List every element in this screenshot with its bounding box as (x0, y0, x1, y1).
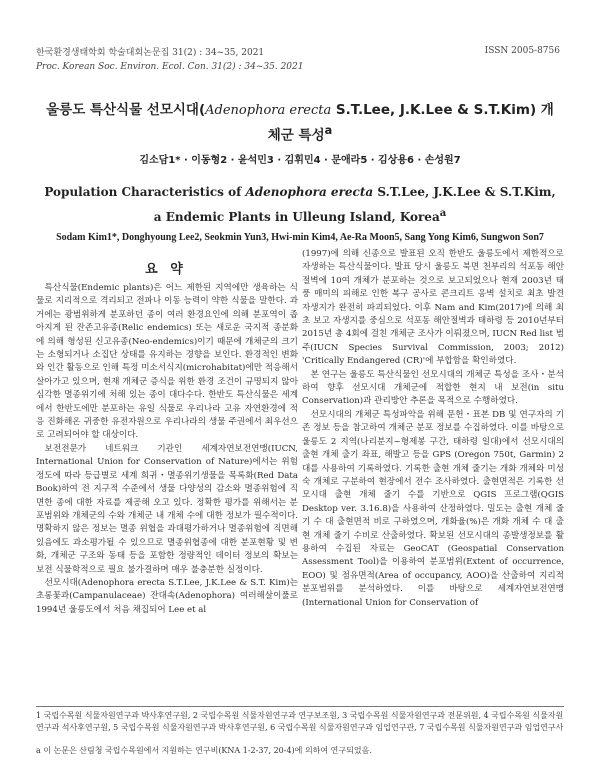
title-english (40, 181, 560, 228)
title-english-part2: S.T.Lee, J.K.Lee & S.T.Kim, a Endemic Plants in Ulleung Island, Korea (153, 185, 556, 224)
journal-citation (36, 46, 303, 74)
affiliation-footnote: 1 국립수목원 식물자원연구과 박사후연구원, 2 국립수목원 식물자원연구과 연구보조원, 3 국립수목원 식물자원연구과 전문위원, 4 국립수목원 식물자원연구과 석사후연구원, 5 국립수목원 식물자원연구과 박사후연구원, 6 국립수목원 식물자원연구과 임업연구관, 7 국립수목원 식물자원연구과 임업연구사 (36, 711, 564, 732)
paragraph: (1997)에 의해 신종으로 발표된 오직 한반도 울릉도에서 제한적으로 자생하는 특산식물이다. 발표 당시 울릉도 북면 천부리의 석포동 해안절벽에 10여 개체가 분포하는 것으로 보고되었으나 현재 2003년 태풍 매미의 피해로 인한 복구 공사로 콘크리트 옹벽 설치로 최초 발견 자생지가 완전히 파괴되었다. 이후 Nam and Kim(2017)에 의해 최초 보고 자생지를 중심으로 석포동 해안절벽과 태하령 등 2010년부터 2015년 총 4회에 걸친 개체군 조사가 이뤄졌으며, IUCN Red list 범주(IUCN Species Survival Commission, 2003; 2012) 'Critically Endangered (CR)'에 부합함을 확인하였다. (302, 249, 564, 367)
title-korean (40, 100, 560, 146)
journal-citation-english: Proc. Korean Soc. Environ. Ecol. Con. 31(2) : 34~35. 2021 (36, 62, 304, 72)
authors-korean: 김소담1* · 이동형2 · 윤석민3 · 김휘민4 · 문애라5 · 김상용6 · 손성원7 (139, 155, 461, 166)
title-english-species: Adenophora erecta (245, 185, 374, 199)
right-column (302, 248, 564, 610)
paragraph: 선모시대(Adenophora erecta S.T.Lee, J.K.Lee & S.T. Kim)는 초롱꽃과(Campanulaceae) 잔대속(Adenophora) 여러해살이풀로 1994년 울릉도에서 처음 채집되어 Lee et al (36, 577, 298, 615)
journal-citation-korean: 한국환경생태학회 학술대회논문집 31(2) : 34~35, 2021 (36, 48, 265, 58)
title-korean-part2: S.T.Lee, J.K.Lee & S.T.Kim) 개체군 특성 (267, 102, 554, 144)
funding-footnote: a 이 논문은 산림청 국립수목원에서 지원하는 연구비(KNA 1-2-37, 20-4)에 의하여 연구되었음. (36, 746, 372, 755)
title-english-part1: Population Characteristics of (44, 185, 246, 199)
paragraph: 본 연구는 울릉도 특산식물인 선모시대의 개체군 특성을 조사・분석하여 향후 선모시대 개체군에 적합한 현지 내 보전(in situ Conservation)과 관리방안 추론을 목적으로 수행하였다. (302, 369, 564, 407)
paragraph: 특산식물(Endemic plants)은 어느 제한된 지역에만 생육하는 식물로 지리적으로 격리되고 전파나 이동 능력이 약한 식물을 말한다. 과거에는 광범위하게 분포하던 종이 여러 환경요인에 의해 분포역이 좁아지게 된 잔존고유종(Relic endemics) 또는 새로운 국지적 종분화에 의해 형성된 신고유종(Neo-endemics)이기 때문에 개체군의 크기는 소형되거나 소집단 상태를 유지하는 경향을 보인다. 환경적인 변화와 인간 활동으로 인해 특정 미소서식지(microhabitat)에만 적응해서 살아가고 있으며, 현재 개체군 증식을 위한 환경 조건이 규명되지 않아 심각한 멸종위기에 처해 있는 종이 대다수다. 한반도 특산식물은 세계에서 한반도에만 분포하는 유일 식물로 우리나라 고유 자연환경에 적응 진화해온 귀중한 유전자원으로 우리나라의 생물 주권에서 최우선으로 고려되어야 할 대상이다. (36, 283, 298, 441)
left-column (36, 282, 298, 617)
title-english-footnote-mark: a (439, 208, 447, 219)
paragraph: 선모시대의 개체군 특성파악을 위해 문헌・표본 DB 및 연구자의 기존 정보 등을 참고하여 개체군 분포 정보를 수집하였다. 이를 바탕으로 울릉도 2 지역(나리분지~형제봉 구간, 태하령 일대)에서 선모시대의 출현 개체 출기 좌표, 해발고 등을 GPS (Oregon 750t, Garmin) 2대를 사용하여 기록하였다. 기록한 출현 개체 줄기는 개화 개체와 미성숙 개체로 구분하여 현장에서 전수 조사하였다. 출현면적은 기록한 선모시대 출현 개체 줄기 수를 기반으로 QGIS 프로그램(QGIS Desktop ver. 3.16.8)을 사용하여 산정하였다. 밀도는 출현 개체 줄기 수 대 출현면적 비로 구하였으며, 개화율(%)은 개화 개체 수 대 출현 개체 줄기 수비로 산출하였다. 확보된 선모시대의 종발생정보를 활용하여 수집된 자료는 GeoCAT (Geospatial Conservation Assessment Tool)을 이용하여 분포범위(Extent of occurrence, EOO) 및 점유면적(Area of occupancy, AOO)을 산출하여 지리적 분포범위를 분석하였다. 이를 바탕으로 세계자연보전연맹(International Union for Conservation of (302, 409, 564, 608)
title-korean-footnote-mark: a (324, 124, 333, 137)
authors-english: Sodam Kim1*, Donghyoung Lee2, Seokmin Yun3, Hwi-min Kim4, Ae-Ra Moon5, Sang Yong Kim6, Sungwon Son7 (56, 232, 544, 243)
paragraph: 보전전문가 네트워크 기관인 세계자연보전연맹(IUCN, International Union for Conservation of Nature)에서는 위험 정도에 따라 등급별로 세계 희귀・멸종위기생물을 목록화(Red Data Book)하여 전 지구적 수준에서 생물 다양성의 감소와 멸종위험에 직면한 종에 대한 자료를 제공해 오고 있다. 정확한 평가를 위해서는 분포범위와 개체군의 수와 개체군 내 개체 수에 대한 정보가 필수적이다. 명확하지 않은 정보는 멸종 위협을 과대평가하거나 멸종위험에 직면해 있음에도 과소평가될 수 있으므로 멸종위협종에 대한 분포현황 및 변화, 개체군 구조와 동태 등을 포함한 정량적인 데이터 정보의 확보는 보전 식물학적으로 필요 불가결하며 매우 불충분한 실정이다. (36, 443, 298, 575)
issn: ISSN 2005-8756 (484, 46, 560, 56)
title-korean-species: Adenophora erecta (205, 103, 332, 118)
footnote-divider (36, 706, 564, 707)
title-korean-part1: 울릉도 특산식물 선모시대( (46, 102, 206, 118)
abstract-heading: 요 약 (145, 262, 187, 277)
